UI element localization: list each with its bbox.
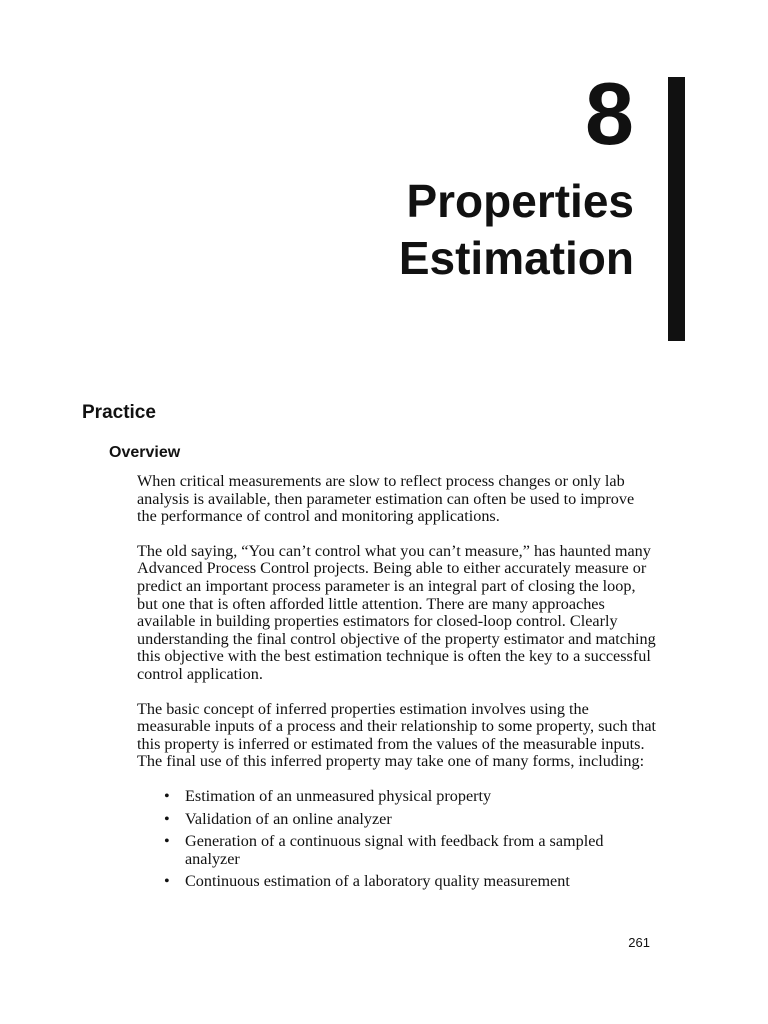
section-heading: Practice [82, 402, 156, 423]
bullet-text: Validation of an online analyzer [185, 809, 392, 828]
bullet-item [137, 811, 657, 829]
paragraph: The basic concept of inferred properties estimation involves using the measurable inputs of a process and their relationship to some property, such that this property is inferred or estimated from the values of the measurable inputs. The final use of this inferred property may take one of many forms, including: [137, 699, 657, 771]
chapter-number: 8 [585, 64, 634, 163]
chapter-title-line-1: Properties [406, 175, 634, 227]
body-text [137, 473, 657, 896]
chapter-title-line-2: Estimation [398, 232, 634, 284]
bullet-icon: • [164, 809, 170, 828]
bullet-icon: • [164, 786, 170, 805]
page-number: 261 [628, 935, 650, 950]
chapter-title [399, 173, 634, 287]
bullet-icon: • [164, 872, 170, 891]
bullet-item [137, 833, 657, 868]
paragraph: When critical measurements are slow to reflect process changes or only lab analysis is available, then parameter estimation can often be used to improve the performance of control and monitoring applications. [137, 472, 635, 526]
bullet-item [137, 788, 657, 806]
chapter-marker-bar [668, 77, 685, 341]
bullet-text: Continuous estimation of a laboratory quality measurement [185, 872, 570, 891]
bullet-icon: • [164, 832, 170, 851]
bullet-text: Estimation of an unmeasured physical property [185, 786, 492, 805]
bullet-text: Generation of a continuous signal with feedback from a sampled analyzer [185, 832, 604, 868]
paragraph: The old saying, “You can’t control what you can’t measure,” has haunted many Advanced Process Control projects. Being able to either accurately measure or predict an important process parameter is an integral part of closing the loop, but one that is often afforded little attention. There are many approaches available in building properties estimators for closed-loop control. Clearly understanding the final control objective of the property estimator and matching this objective with the best estimation technique is often the key to a successful control application. [137, 541, 656, 683]
subsection-heading: Overview [109, 444, 181, 461]
bullet-list [137, 788, 657, 891]
bullet-item [137, 873, 657, 891]
